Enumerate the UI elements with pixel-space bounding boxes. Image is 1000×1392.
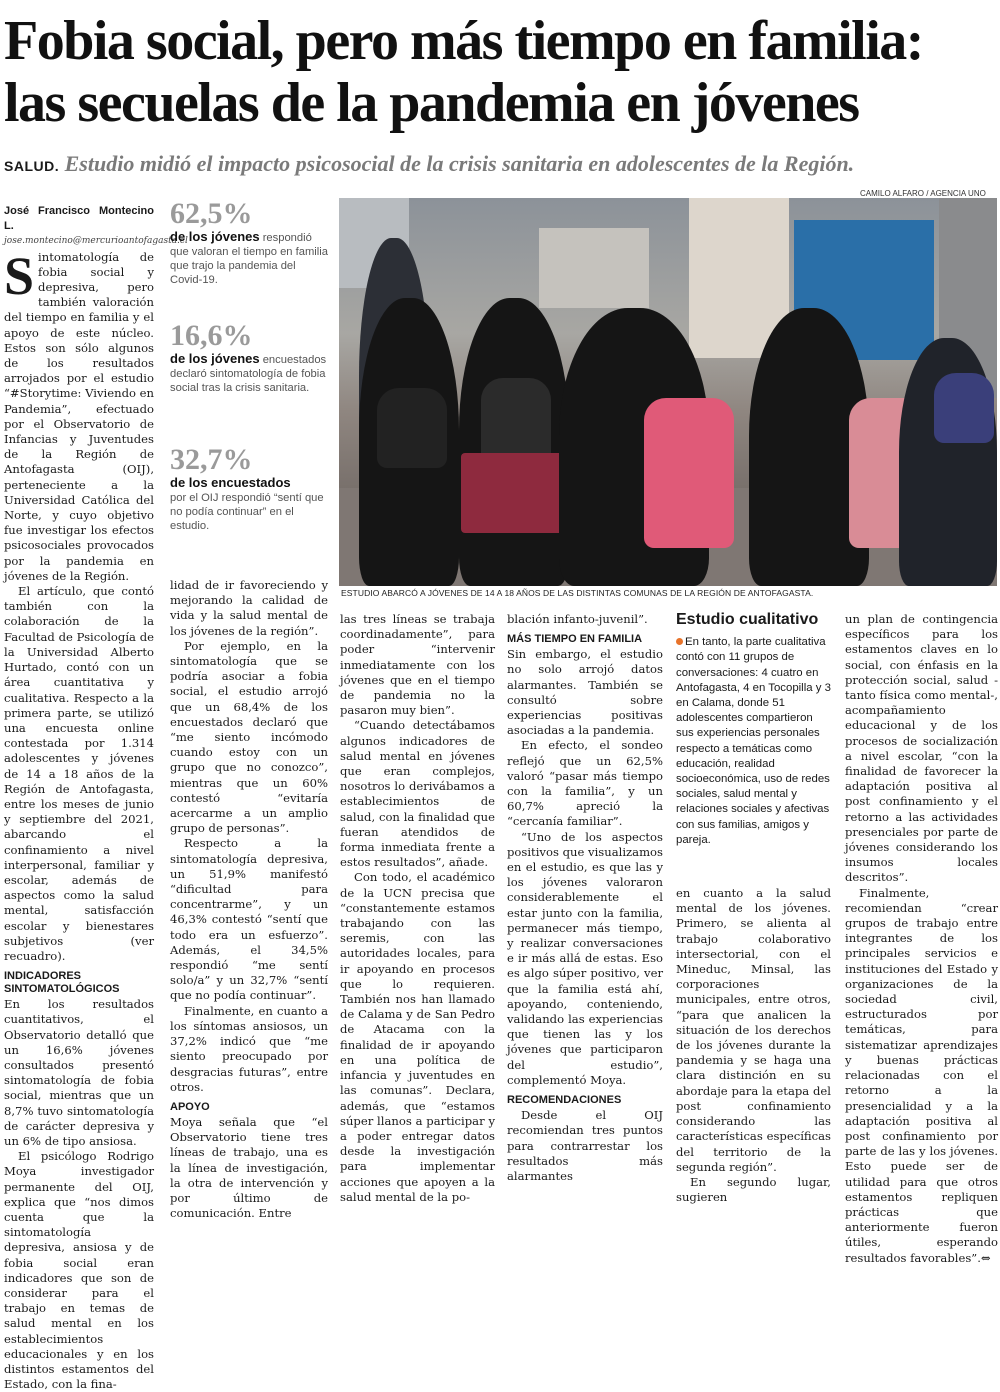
stat-box-3 [170,444,328,533]
paragraph: Finalmente, recomiendan “crear grupos de trabajo entre integrantes de los principales servicios e instituciones del Estado y organizaciones de la sociedad civil, estructurados por temáticas, para sistematizar aprendizajes y buenas prácticas relacionadas con el retorno a la presencialidad y a la adaptación positiva al post confinamiento por parte de las y los jóvenes. Esto puede ser de utilidad para que otros estamentos repliquen prácticas que anteriormente fueron útiles, esperando resultados favorables”.⇔ [845,885,998,1265]
paragraph: Respecto a la sintomatología depresiva, un 51,9% manifestó “dificultad para concentrarme”, y un 46,3% contestó “sentí que todo era un esfuerzo”. Además, el 34,5% respondió “me sentí solo/a” y un 32,7% “sentí que no podía continuar”. [170,836,328,1003]
photo-skirt [461,453,567,533]
paragraph: El artículo, que contó también con la colaboración de la Facultad de Psicología de la Universidad Alberto Hurtado, contó con un área cuantitativa y cualitativa. Respecto a la primera parte, se utilizó una encuesta online contestada por 1.314 adolescentes y jóvenes de 14 a 18 años de la Región de Antofagasta, entre los meses de junio y septiembre del 2021, abarcando el confinamiento a nivel interpersonal, familiar y escolar, además de aspectos como la salud mental, satisfacción escolar y bienestares subjetivos (ver recuadro). [4,584,154,963]
paragraph: Sin embargo, el estudio no solo arrojó datos alarmantes. También se consultó sobre experiencias positivas asociadas a la pandemia. [507,647,663,738]
sidebar-title: Estudio cualitativo [676,611,819,628]
paragraph: “Cuando detectábamos algunos indicadores de salud mental en jóvenes que eran complejos, nosotros lo derivábamos a establecimientos de salud, con la finalidad que fueran atendidos de forma inmediata frente a estos resultados”, añade. [340,718,495,870]
photo-building-center [539,228,649,308]
paragraph: Desde el OIJ recomiendan tres puntos para contrarrestar los resultados más alarmantes [507,1108,663,1183]
column-4 [507,612,663,1184]
paragraph: un plan de contingencia específicos para los estamentos claves en lo social, con énfasis en la protección social, salud -tanto física como mental-, acompañamiento educacional y de los procesos de socialización a nivel escolar, “con la finalidad de favorecer la adaptación positiva al post confinamiento y el retorno a las actividades presenciales por parte de jóvenes considerando los insumos locales descritos”. [845,612,998,885]
paragraph: El psicólogo Rodrigo Moya investigador permanente del OIJ, explica que “nos dimos cuenta que la sintomatología depresiva, ansiosa y de fobia social eran indicadores que son de considerar para el trabajo en temas de salud mental en los establecimientos educacionales y en los distintos estamentos del Estado, con la fina- [4,1149,154,1392]
stat-box-2 [170,320,328,395]
photo-caption: ESTUDIO ABARCÓ A JÓVENES DE 14 A 18 AÑOS DE LAS DISTINTAS COMUNAS DE LA REGIÓN DE ANTOFAGASTA. [341,588,814,598]
column-6 [845,612,998,1266]
paragraph: Con todo, el académico de la UCN precisa que “constantemente estamos trabajando con las seremis, con las autoridades locales, para ir apoyando en procesos que lo requieren. También nos han llamado de Calama y de San Pedro de Atacama con la finalidad de ir apoyando en una política de infancia y juventudes en las comunas”. Declara, además, que “estamos súper llanos a participar y a poder entregar datos desde la investigación para implementar acciones que apoyen a la salud mental de la po- [340,870,495,1204]
paragraph: lidad de ir favoreciendo y mejorando la calidad de vida y la salud mental de los jóvenes de la región”. [170,578,328,638]
paragraph: Finalmente, en cuanto a los síntomas ansiosos, un 37,2% indicó que “me siento preocupado por desgracias futuras”, entre otros. [170,1003,328,1094]
author-email: jose.montecino@mercurioantofagasta.cl [4,236,188,247]
column-5 [676,612,831,1205]
paragraph: blación infanto-juvenil”. [507,612,648,626]
stat-text: de los encuestados por el OIJ respondió “sentí que no podía continuar” en el estudio. [170,475,324,532]
sidebar-text: En tanto, la parte cualitativa contó con 11 grupos de conversaciones: 4 cuatro en Antofagasta, 4 en Tocopilla y 3 en Calama, donde 51 adolescentes compartieron sus experiencias personales respecto a temáticas como educación, realidad socioeconómica, uso de redes sociales, salud mental y relaciones sociales y afectivas con sus familias, amigos y pareja. [676,636,831,846]
paragraph: “Uno de los aspectos positivos que visualizamos en el estudio, es que las y los jóvenes valoraron considerablemente el estar junto con la familia, permanecer más tiempo, y realizar conversaciones e ir más allá de estas. Eso es algo súper positivo, ver que la familia está ahí, apoyando, conteniendo, validando las experiencias que tienen las y los jóvenes que participaron del estudio”, complementó Moya. [507,829,663,1087]
stat-number: 62,5% [170,197,253,230]
headline [4,10,996,134]
subheading: MÁS TIEMPO EN FAMILIA [507,633,643,646]
lead-paragraph: Sintomatología de fobia social y depresiva, pero también valoración del tiempo en familia y el apoyo de este núcleo. Estos son sólo algunos de los resultados arrojados por el estudio “#Storytime: Viviendo en Pandemia”, efectuado por el Observatorio de Infancias y Juventudes de la Región de Antofagasta (OIJ), perteneciente a la Universidad Católica del Norte, y cuyo objetivo fue investigar los efectos psicosociales provocados por la pandemia en jóvenes de la Región. [4,245,155,583]
subhead [4,151,996,177]
stat-number: 16,6% [170,319,253,352]
deck: Estudio midió el impacto psicosocial de la crisis sanitaria en adolescentes de la Región. [64,151,855,176]
author-name: José Francisco Montecino L. [4,205,154,233]
photo-backpack-blue [934,373,994,443]
paragraph: Por ejemplo, en la sintomatología que se podría asociar a fobia social, el estudio arrojó que un 68,4% de los encuestados declaró que “me siento incómodo cuando estoy con un grupo que no conozco”, mientras que un 60% contestó “evitaría acercarme a un amplio grupo de personas”. [170,638,328,836]
dropcap: S [4,245,35,306]
paragraph: En segundo lugar, sugieren [676,1174,831,1205]
column-2 [170,578,328,1221]
stat-text: de los jóvenes respondió que valoran el tiempo en familia que trajo la pandemia del Covid-19. [170,229,328,286]
photo-credit: CAMILO ALFARO / AGENCIA UNO [860,189,986,198]
paragraph: en cuanto a la salud mental de los jóvenes. Primero, se alienta al trabajo colaborativo intersectorial, con el Mineduc, Minsal, las corporaciones municipales, entre otros, “para que analicen la situación de los derechos de los jóvenes durante la pandemia y se haga una clara distinción en su abordaje para la etapa del post confinamiento considerando las características específicas del territorio de la segunda región”. [676,886,831,1174]
paragraph: Moya señala que “el Observatorio tiene tres líneas de trabajo, una es la línea de investigación, la otra de intervención y por último de comunicación. Entre [170,1114,328,1221]
bullet-dot-icon [676,638,683,645]
photo-backpack-pink [644,398,734,548]
stat-number: 32,7% [170,443,253,476]
stat-box-1 [170,198,328,287]
photo-backpack-black [377,388,447,468]
article-photo [339,198,997,586]
column-3 [340,612,495,1205]
end-mark-icon: ⇔ [980,1250,991,1265]
sidebar-box [676,612,831,848]
column-1 [4,204,188,1392]
headline-line-1: Fobia social, pero más tiempo en familia: [4,10,923,72]
subheading: RECOMENDACIONES [507,1094,622,1107]
section-kicker: SALUD. [4,158,60,174]
paragraph: En efecto, el sondeo reflejó que un 62,5% valoró “pasar más tiempo con la familia”, y un 60,7% apreció la “cercanía familiar”. [507,738,663,829]
subheading: APOYO [170,1100,210,1113]
paragraph: En los resultados cuantitativos, el Observatorio detalló que un 16,6% jóvenes consultados presentó sintomatología de fobia social, mientras que un 8,7% tuvo sintomatología de carácter depresiva y un 6% de tipo ansiosa. [4,997,154,1148]
paragraph: las tres líneas se trabaja coordinadamente”, para poder “intervenir inmediatamente con los jóvenes que en el tiempo de pandemia no la pasaron muy bien”. [340,612,495,718]
headline-line-2: las secuelas de la pandemia en jóvenes [4,72,859,134]
subheading: INDICADORES SINTOMATOLÓGICOS [4,970,120,996]
stat-text: de los jóvenes encuestados declaró sintomatología de fobia social tras la crisis sanitaria. [170,351,327,394]
